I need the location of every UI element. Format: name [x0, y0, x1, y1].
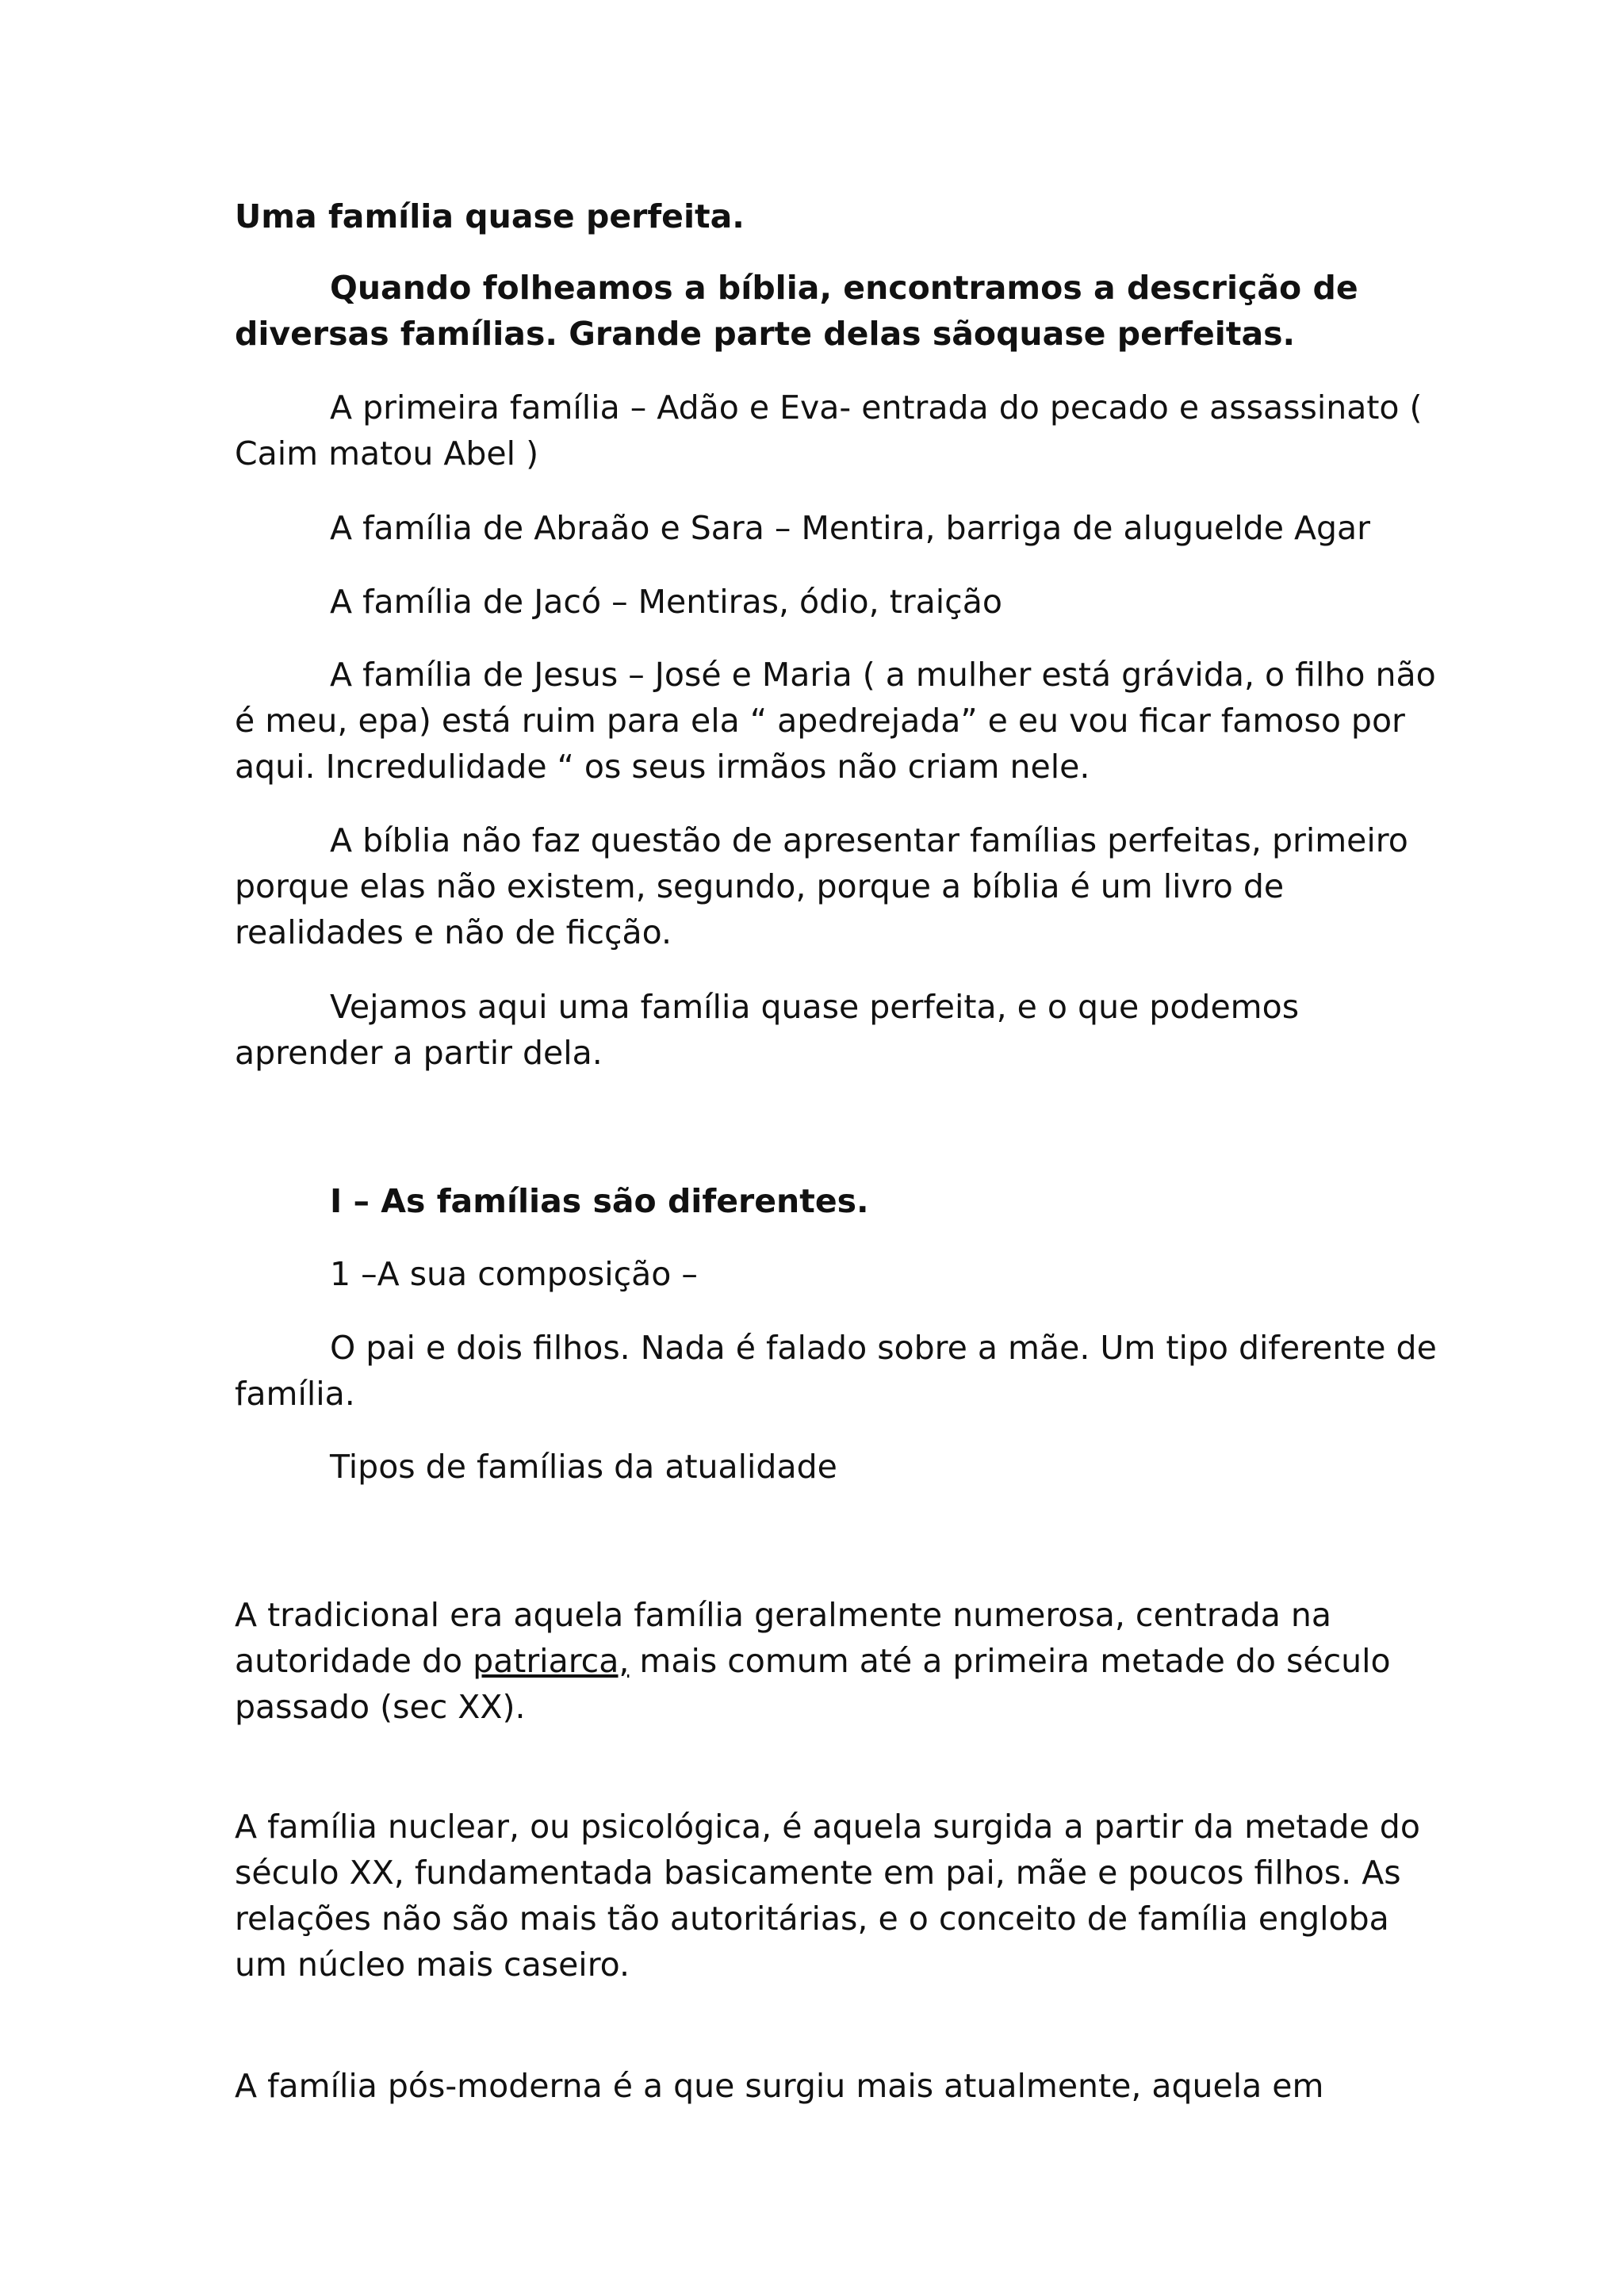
paragraph-father-sons: O pai e dois filhos. Nada é falado sobre a mãe. Um tipo diferente de família.: [235, 1329, 1437, 1413]
paragraph-jesus-family: A família de Jesus – José e Maria ( a mulher está grávida, o filho não é meu, epa) está ruim para ela “ apedrejada” e eu vou ficar famoso por aqui. Incredulidade “ os seus irmãos não criam nele.: [235, 656, 1436, 786]
document-title: Uma família quase perfeita.: [235, 197, 745, 235]
traditional-text-start: A tradicional era aquela família geralmente numerosa, centrada na autoridade do: [235, 1596, 1332, 1680]
paragraph-almost-perfect: Vejamos aqui uma família quase perfeita, e o que podemos aprender a partir dela.: [235, 988, 1300, 1072]
paragraph-postmodern-family: A família pós-moderna é a que surgiu mais atualmente, aquela em: [235, 2067, 1324, 2105]
paragraph-abraham-family: A família de Abraão e Sara – Mentira, barriga de aluguelde Agar: [330, 509, 1370, 547]
paragraph-family-types: Tipos de famílias da atualidade: [330, 1448, 837, 1486]
paragraph-traditional-family: [235, 1592, 1440, 1730]
patriarca-underlined: patriarca,: [473, 1642, 630, 1680]
paragraph-bible-realities: A bíblia não faz questão de apresentar famílias perfeitas, primeiro porque elas não existem, segundo, porque a bíblia é um livro de realidades e não de ficção.: [235, 821, 1408, 951]
section-heading: I – As famílias são diferentes.: [330, 1182, 869, 1220]
paragraph-nuclear-family: A família nuclear, ou psicológica, é aquela surgida a partir da metade do século XX, fundamentada basicamente em pai, mãe e poucos filhos. As relações não são mais tão autoritárias, e o conceito de família engloba um núcleo mais caseiro.: [235, 1808, 1420, 1984]
paragraph-first-family: A primeira família – Adão e Eva- entrada do pecado e assassinato ( Caim matou Abel ): [235, 388, 1423, 473]
paragraph-jacob-family: A família de Jacó – Mentiras, ódio, traição: [330, 583, 1002, 621]
subsection-composition: 1 –A sua composição –: [330, 1255, 698, 1293]
intro-paragraph: Quando folheamos a bíblia, encontramos a descrição de diversas famílias. Grande parte delas sãoquase perfeitas.: [235, 269, 1358, 353]
traditional-text-end: mais comum até a primeira metade do século passado (sec XX).: [235, 1642, 1391, 1726]
